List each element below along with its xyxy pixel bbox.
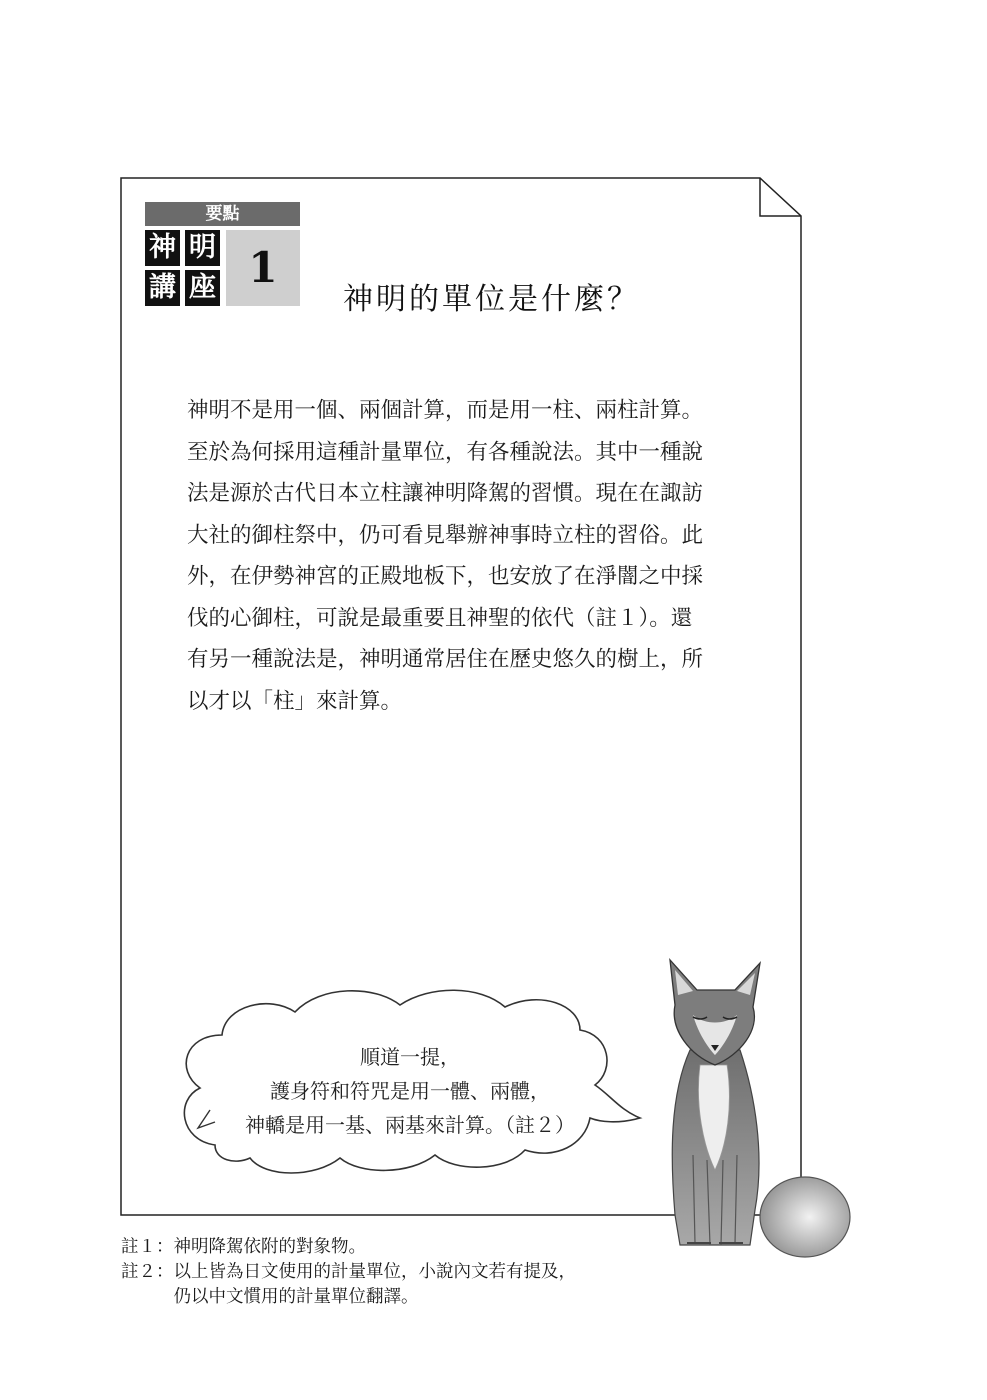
footnote-2: 註２：以上皆為日文使用的計量單位，小說內文若有提及， [121,1262,576,1282]
bubble-line: 神轎是用一基、兩基來計算。（註２） [245,1113,575,1137]
bubble-text [205,1040,615,1142]
body-line: 神明不是用一個、兩個計算，而是用一柱、兩柱計算。 [187,398,704,423]
body-line: 至於為何採用這種計量單位，有各種說法。其中一種說 [187,439,704,465]
page-title: 神明的單位是什麼？ [343,282,640,317]
footnote-1: 註１：神明降駕依附的對象物。 [121,1237,366,1257]
section-tag: 要點 [145,202,300,226]
body-line: 大社的御柱祭中，仍可看見舉辦神事時立柱的習俗。此 [187,522,704,548]
bubble-line: 護身符和符咒是用一體、兩體， [270,1079,550,1103]
body-line: 有另一種說法是，神明通常居住在歷史悠久的樹上，所 [187,647,704,672]
grid-char-3: 講 [145,270,180,306]
body-text [187,390,732,722]
body-line: 外，在伊勢神宮的正殿地板下，也安放了在淨闇之中採 [187,564,704,589]
footnote-2-cont: 仍以中文慣用的計量單位翻譯。 [121,1287,419,1307]
body-line: 法是源於古代日本立柱讓神明降駕的習慣。現在在諏訪 [187,481,704,506]
footnotes [121,1235,576,1310]
grid-char-2: 明 [185,230,220,266]
grid-char-4: 座 [185,270,220,306]
grid-char-1: 神 [145,230,180,266]
fox-illustration-icon [615,955,855,1260]
lecture-number: 1 [226,230,300,306]
body-line: 以才以「柱」來計算。 [187,688,403,714]
bubble-line: 順道一提， [360,1045,460,1069]
body-line: 伐的心御柱，可說是最重要且神聖的依代（註１）。還 [187,605,693,631]
